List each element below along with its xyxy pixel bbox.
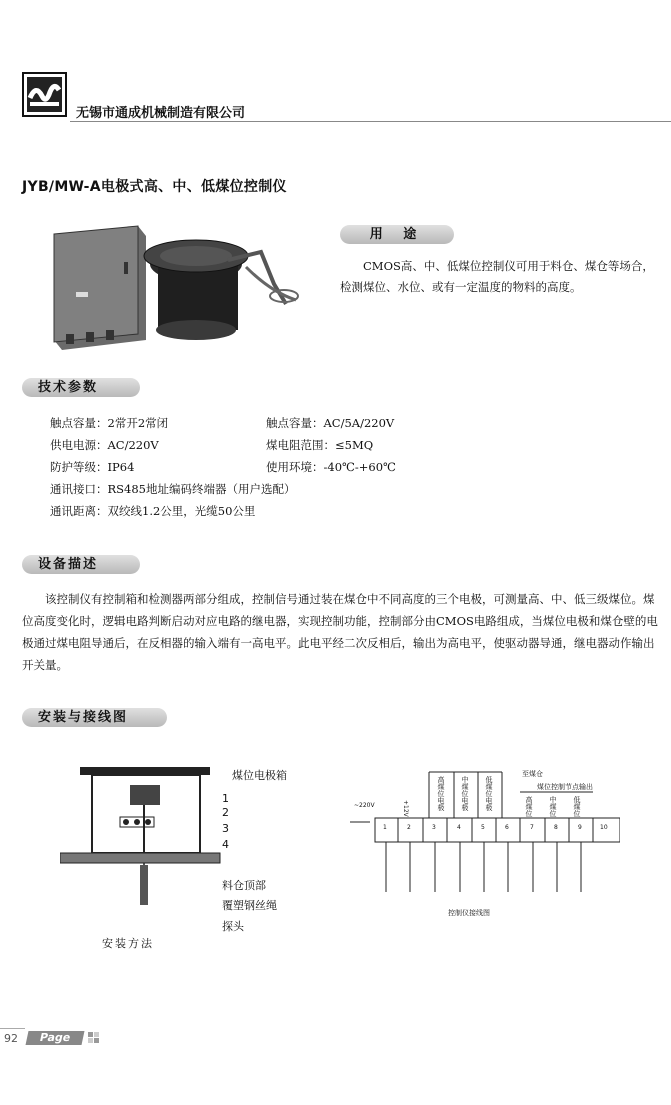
spec-row-2-right: 煤电阻范围：≤5MQ	[266, 438, 374, 452]
installation-heading: 安装与接线图	[22, 708, 167, 727]
part-number-4: 4	[222, 838, 229, 851]
terminal-2: 2	[407, 824, 411, 831]
installation-caption: 安装方法	[102, 937, 154, 950]
part-number-2: 2	[222, 806, 229, 819]
wire-rope-label: 覆塑钢丝绳	[222, 899, 277, 912]
spec-row-1-right: 触点容量：AC/5A/220V	[266, 416, 395, 430]
usage-heading: 用 途	[340, 225, 454, 244]
description-heading: 设备描述	[22, 555, 140, 574]
company-logo	[22, 72, 67, 117]
spec-row-1-left: 触点容量：2常开2常闭	[50, 416, 169, 430]
supply-label: ~220V	[354, 802, 375, 809]
bin-top-label: 料仓顶部	[222, 879, 266, 892]
probe-label: 探头	[222, 920, 244, 933]
terminal-5: 5	[481, 824, 485, 831]
installation-diagram	[60, 755, 235, 909]
electrode-low-label: 低煤位电极	[485, 776, 493, 811]
output-title-label: 煤位控制节点输出	[537, 783, 593, 791]
header-divider	[70, 121, 671, 122]
terminal-9: 9	[578, 824, 582, 831]
page-decoration-icon	[88, 1031, 100, 1050]
terminal-4: 4	[457, 824, 461, 831]
spec-row-3-left: 防护等级：IP64	[50, 460, 135, 474]
description-text: 该控制仪有控制箱和检测器两部分组成，控制信号通过装在煤仓中不同高度的三个电极，可测量高、中、低三级煤位。煤位高度变化时，逻辑电路判断启动对应电路的继电器，实现控制功能，控制部分由CMOS电路组成，当煤位电极和煤仓壁的电极通过煤电阻导通后，在反相器的输入端有一高电平。此电平经二次反相后，输出为高电平，使驱动器导通，继电器动作输出开关量。	[22, 592, 658, 672]
terminal-8: 8	[554, 824, 558, 831]
footer-divider	[0, 1028, 25, 1029]
wiring-caption: 控制仪接线图	[448, 909, 490, 917]
terminal-3: 3	[432, 824, 436, 831]
spec-row-3-right: 使用环境：-40℃-+60℃	[266, 460, 396, 474]
plus12-label: +12V	[402, 800, 409, 817]
electrode-high-label: 高煤位电极	[437, 776, 445, 811]
terminal-10: 10	[600, 824, 608, 831]
usage-text: CMOS高、中、低煤位控制仪可用于料仓、煤仓等场合，检测煤位、水位、或有一定温度的物料的高度。	[340, 259, 654, 294]
terminal-7: 7	[530, 824, 534, 831]
output-low-label: 低煤位	[573, 796, 581, 817]
terminal-6: 6	[505, 824, 509, 831]
part-number-3: 3	[222, 822, 229, 835]
common-label: 至煤仓	[522, 770, 543, 778]
electrode-box-label: 煤位电极箱	[232, 769, 287, 782]
specs-heading: 技术参数	[22, 378, 140, 397]
spec-row-5-left: 通讯距离：双绞线1.2公里，光缆50公里	[50, 504, 256, 518]
electrode-mid-label: 中煤位电极	[461, 776, 469, 811]
product-photo	[46, 222, 306, 366]
spec-row-4-left: 通讯接口：RS485地址编码终端器（用户选配）	[50, 482, 296, 496]
page-number: 92	[4, 1032, 18, 1045]
output-mid-label: 中煤位	[549, 796, 557, 817]
spec-row-2-left: 供电电源：AC/220V	[50, 438, 159, 452]
company-name: 无锡市通成机械制造有限公司	[76, 106, 246, 121]
page-label: Page	[26, 1031, 85, 1045]
terminal-1: 1	[383, 824, 387, 831]
part-number-1: 1	[222, 792, 229, 805]
output-high-label: 高煤位	[525, 796, 533, 817]
page-title: JYB/MW-A电极式高、中、低煤位控制仪	[22, 179, 287, 195]
